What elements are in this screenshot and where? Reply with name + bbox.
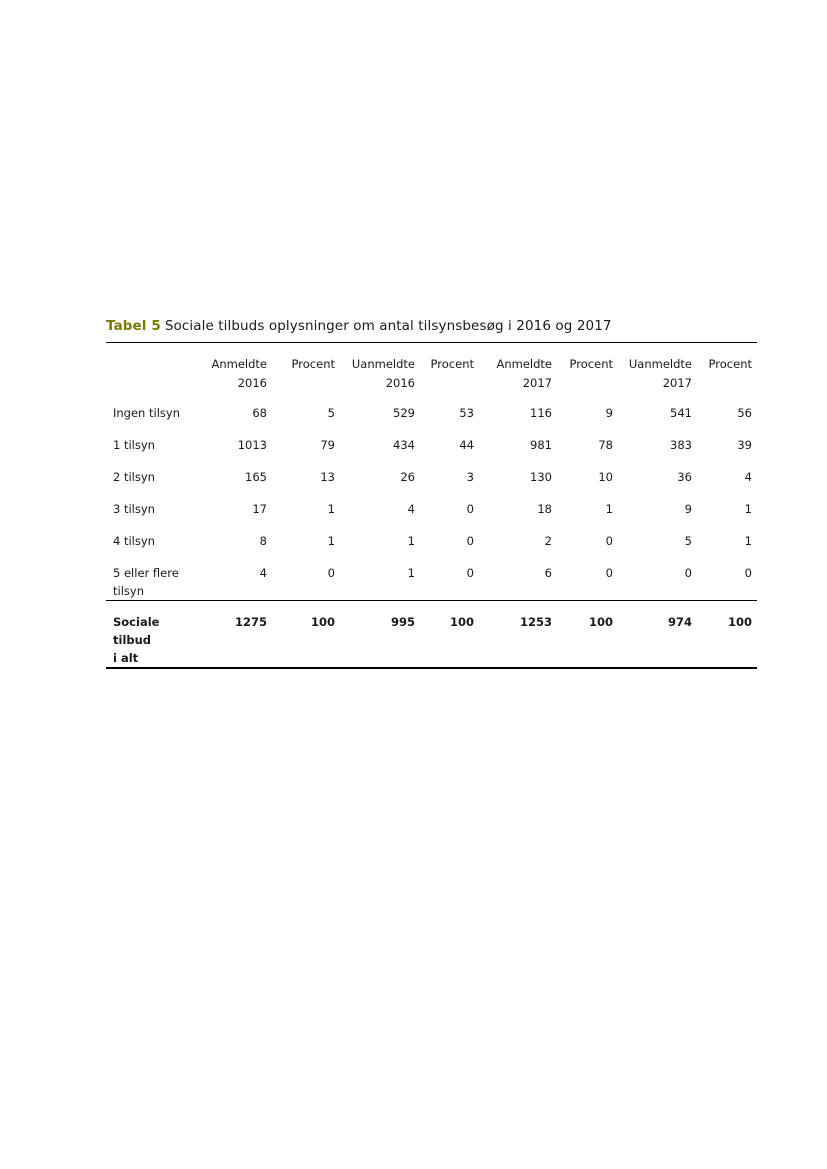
table-cell: 0 [684,566,692,580]
table-cell: 116 [530,406,552,420]
row-label: 1 tilsyn [113,438,155,452]
total-cell: 100 [420,601,479,669]
total-cell: 100 [272,601,340,669]
table-cell: 434 [393,438,415,452]
table-cell: 6 [544,566,552,580]
table-cell: 56 [737,406,752,420]
table-cell: 1 [327,502,335,516]
table-row [106,404,757,433]
table-cell: 44 [459,438,474,452]
table-cell: 4 [407,502,415,516]
header-corner-cell [106,343,204,405]
row-label: Ingen tilsyn [113,406,180,420]
total-cell: 1253 [479,601,557,669]
table-cell: 10 [598,470,613,484]
table-caption-title: Sociale tilbuds oplysninger om antal tilsynsbesøg i 2016 og 2017 [164,318,612,334]
total-row [106,601,757,669]
row-label: 2 tilsyn [113,470,155,484]
table-row [106,497,757,529]
table-cell: 0 [466,534,474,548]
table-cell: 78 [598,438,613,452]
table-cell: 3 [466,470,474,484]
table-block [106,316,757,669]
table-cell: 17 [252,502,267,516]
table-caption [106,316,757,338]
table-cell: 4 [259,566,267,580]
table-cell: 4 [744,470,752,484]
total-cell: 100 [697,601,757,669]
table-cell: 18 [537,502,552,516]
table-cell: 1 [407,534,415,548]
table-cell: 39 [737,438,752,452]
row-label: 4 tilsyn [113,534,155,548]
column-header: Anmeldte 2016 [211,357,267,390]
table-cell: 1013 [237,438,267,452]
row-label: 5 eller flere tilsyn [113,566,179,598]
table-cell: 53 [459,406,474,420]
total-cell: 995 [340,601,420,669]
table-cell: 0 [466,566,474,580]
table-cell: 1 [407,566,415,580]
total-cell: 974 [618,601,697,669]
column-header: Procent [430,357,474,371]
table-row [106,529,757,561]
total-cell: 100 [557,601,618,669]
column-header: Uanmeldte 2017 [628,357,692,390]
table-cell: 0 [466,502,474,516]
data-table [106,342,757,669]
row-label: 3 tilsyn [113,502,155,516]
table-cell: 68 [252,406,267,420]
table-cell: 79 [320,438,335,452]
table-cell: 0 [327,566,335,580]
column-header: Anmeldte 2017 [496,357,552,390]
column-header: Procent [291,357,335,371]
table-cell: 13 [320,470,335,484]
table-cell: 2 [544,534,552,548]
table-cell: 36 [677,470,692,484]
table-cell: 1 [327,534,335,548]
column-header: Procent [569,357,613,371]
table-cell: 5 [684,534,692,548]
table-cell: 981 [530,438,552,452]
table-cell: 9 [605,406,613,420]
table-cell: 541 [670,406,692,420]
table-cell: 26 [400,470,415,484]
table-cell: 0 [605,566,613,580]
table-cell: 383 [670,438,692,452]
table-cell: 1 [605,502,613,516]
column-header: Procent [708,357,752,371]
table-row [106,465,757,497]
table-row [106,433,757,465]
column-header: Uanmeldte 2016 [351,357,415,390]
table-cell: 9 [684,502,692,516]
table-cell: 1 [744,502,752,516]
total-cell: 1275 [204,601,272,669]
table-cell: 1 [744,534,752,548]
table-cell: 165 [245,470,267,484]
table-cell: 0 [605,534,613,548]
table-caption-label: Tabel 5 [106,318,161,334]
table-row [106,561,757,601]
total-row-label: Sociale tilbud i alt [106,601,204,669]
table-cell: 130 [530,470,552,484]
table-cell: 529 [393,406,415,420]
header-row [106,343,757,405]
table-cell: 8 [259,534,267,548]
table-cell: 0 [744,566,752,580]
table-cell: 5 [327,406,335,420]
